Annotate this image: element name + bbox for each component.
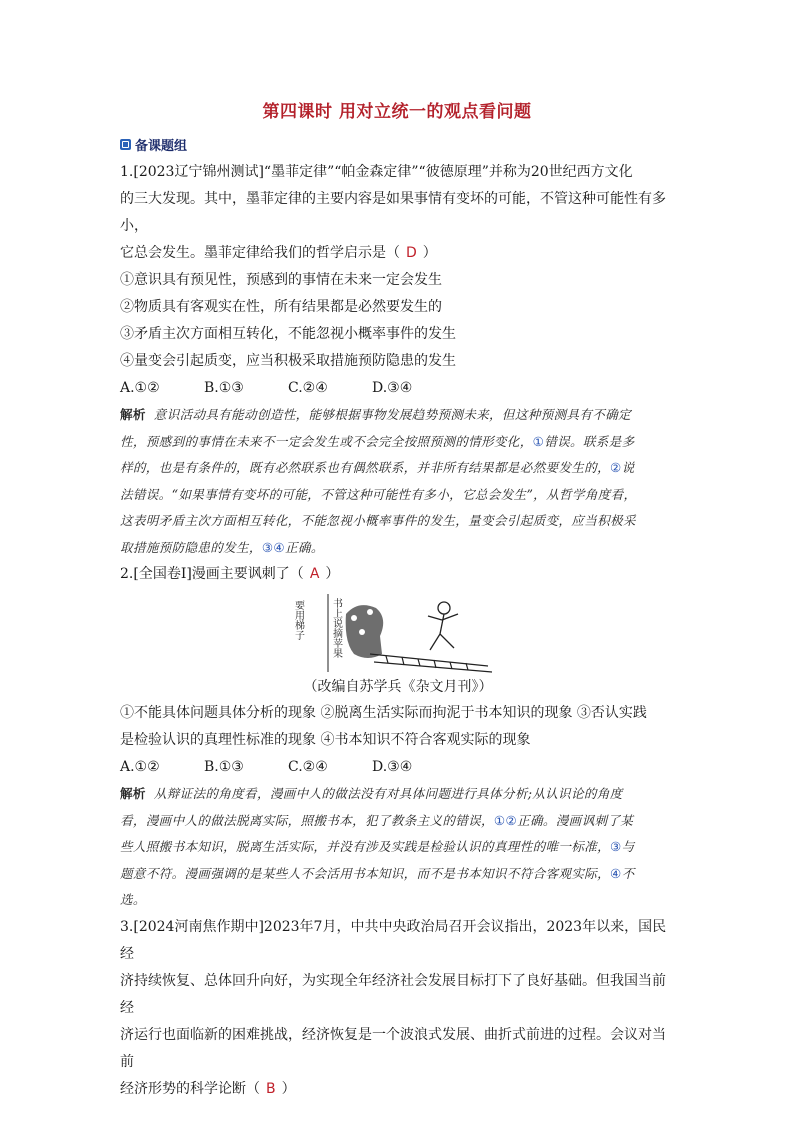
q2-analysis [120,861,676,888]
q1-option-b: B.①③ [204,380,244,396]
q3-line: 济持续恢复、总体回升向好，为实现全年经济社会发展目标打下了良好基础。但我国当前经 [120,972,666,1016]
q1-option-d: D.③④ [372,380,413,396]
q2-analysis [120,781,676,808]
q1-stem-text: 它总会发生。墨菲定律给我们的哲学启示是（ [120,245,400,261]
analysis-text: 从辩证法的角度看，漫画中人的做法没有对具体问题进行具体分析;从认识论的角度 [153,786,623,801]
cartoon-label-left: 要用梯子 [292,600,304,640]
q1-analysis: 法错误。“如果事情有变坏的可能，不管这种可能性有多小，它总会发生”，从哲学角度看， [120,486,637,502]
analysis-text: 正确。漫画讽刺了某 [517,812,634,828]
q2-statement: ①不能具体问题具体分析的现象 ②脱离生活实际而拘泥于书本知识的现象 ③否认实践 [120,705,647,721]
q1-statement: ④量变会引起质变，应当积极采取措施预防隐患的发生 [120,353,456,369]
analysis-text: 说 [621,460,635,475]
q2-statement: 是检验认识的真理性标准的现象 ④书本知识不符合客观实际的现象 [120,732,531,748]
q1-analysis [120,455,676,482]
q3-line: 3.[2024河南焦作期中]2023年7月，中共中央政治局召开会议指出，2023年以来，国民经 [120,918,667,962]
q1-line: 的三大发现。其中，墨菲定律的主要内容是如果事情有变坏的可能，不管这种可能性有多小， [120,191,666,234]
q1-stem-close: ） [422,245,437,261]
cartoon-caption: （改编自苏学兵《杂文月刊》） [303,679,493,695]
q2-analysis [120,834,676,861]
analysis-text: 与 [621,839,635,854]
analysis-marker: ③④ [261,539,286,555]
analysis-text: 正确。 [285,539,324,555]
question-content [120,159,676,1103]
q1-option-a: A.①② [120,380,160,396]
analysis-text: 意识活动具有能动创造性，能够根据事物发展趋势预测未来，但这种预测具有不确定 [153,407,631,422]
q2-analysis-label: 解析 [120,786,146,801]
analysis-marker: ② [609,460,622,475]
q1-line: 1.[2023辽宁锦州测试]“墨菲定律”“帕金森定律”“彼德原理”并称为20世纪西方文化 [120,164,633,180]
q2-options [120,754,676,781]
analysis-text: 性，预感到的事情在未来不一定会发生或不会完全按照预测的情形变化， [120,433,533,449]
q1-analysis [120,402,676,429]
q3-stem-text: 经济形势的科学论断（ [120,1080,260,1097]
q1-option-c: C.②④ [288,380,328,396]
analysis-text: 不 [621,865,635,881]
q3-line [120,1076,676,1103]
q2-analysis: 选。 [120,892,146,907]
analysis-text: 取措施预防隐患的发生， [120,539,262,555]
analysis-text: 样的，也是有条件的，既有必然联系也有偶然联系，并非所有结果都是必然要发生的， [120,460,610,475]
q1-analysis [120,429,676,456]
q2-stem-close: ） [325,566,340,582]
analysis-marker: ③ [609,839,622,854]
q2-analysis [120,808,676,835]
q1-statement: ③矛盾主次方面相互转化，不能忽视小概率事件的发生 [120,326,456,342]
section-label: 备课题组 [135,139,188,154]
q2-stem-text: 2.[全国卷Ⅰ]漫画主要讽刺了（ [120,566,304,582]
q1-analysis-label: 解析 [120,407,146,422]
q2-line [120,561,676,588]
q2-option-c: C.②④ [288,759,328,775]
section-icon [120,139,131,150]
page-title: 第四课时 用对立统一的观点看问题 [262,102,532,122]
q2-option-a: A.①② [120,759,160,775]
q1-answer: D [406,245,417,261]
analysis-marker: ①② [493,812,518,828]
q1-line [120,240,676,267]
analysis-marker: ① [532,433,545,449]
q2-option-b: B.①③ [204,759,244,775]
section-header [120,135,187,154]
q1-options [120,375,676,402]
analysis-text: 题意不符。漫画强调的是某些人不会活用书本知识，而不是书本知识不符合客观实际， [120,865,610,881]
cartoon-label-right: 书上说摘苹果 [330,598,342,658]
q1-analysis [120,535,676,562]
analysis-marker: ④ [609,865,622,881]
analysis-text: 些人照搬书本知识，脱离生活实际，并没有涉及实践是检验认识的真理性的唯一标准， [120,839,610,854]
q1-statement: ②物质具有客观实在性，所有结果都是必然要发生的 [120,299,442,315]
q3-answer: B [266,1080,276,1097]
q3-line: 济运行也面临新的困难挑战，经济恢复是一个波浪式发展、曲折式前进的过程。会议对当前 [120,1026,666,1070]
analysis-text: 错误。联系是多 [544,433,635,449]
q2-option-d: D.③④ [372,759,413,775]
q1-analysis: 这表明矛盾主次方面相互转化，不能忽视小概率事件的发生，量变会引起质变，应当积极采 [120,513,636,528]
cartoon-image [288,592,508,674]
analysis-text: 看，漫画中人的做法脱离实际，照搬书本，犯了教条主义的错误， [120,812,494,828]
q3-stem-close: ） [281,1080,296,1097]
q1-statement: ①意识具有预见性，预感到的事情在未来一定会发生 [120,272,442,288]
q2-answer: A [309,566,320,582]
